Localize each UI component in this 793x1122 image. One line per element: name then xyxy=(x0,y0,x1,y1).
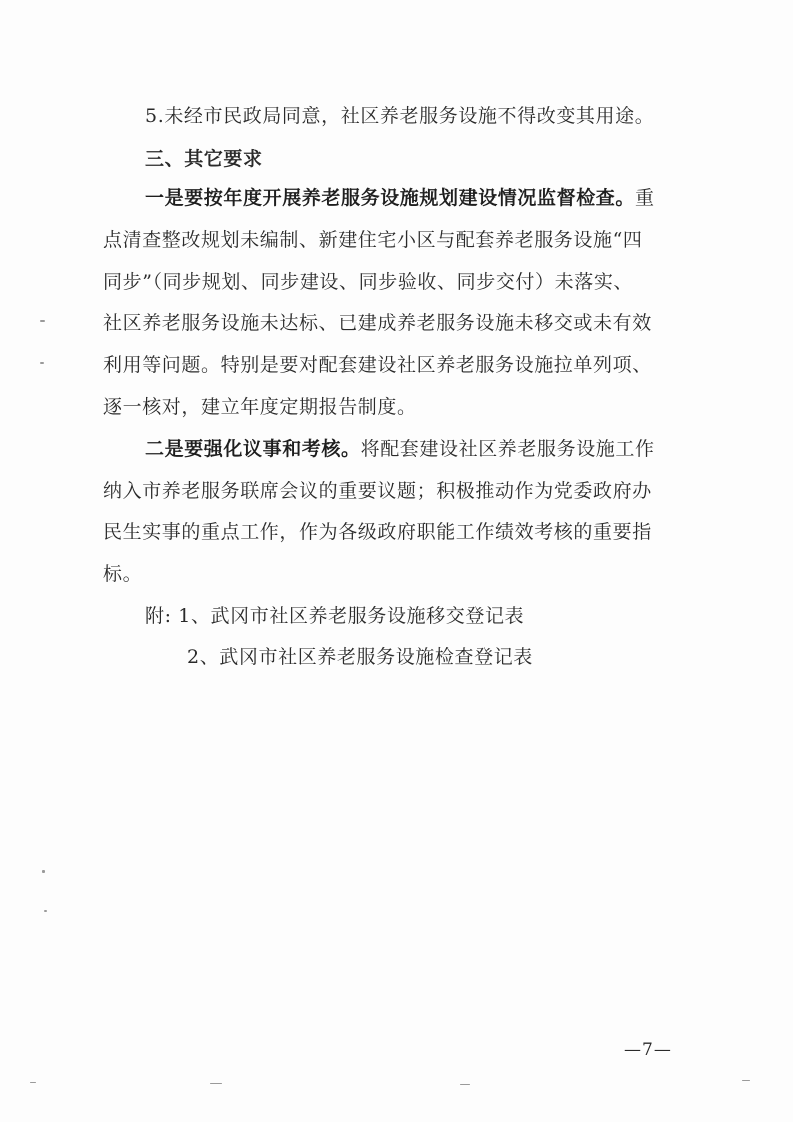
para2-lead-tail: 将配套建设社区养老服务设施工作 xyxy=(360,438,655,460)
attachment-item-2: 2、武冈市社区养老服务设施检查登记表 xyxy=(187,646,533,668)
scan-speck xyxy=(40,362,44,364)
para2-line-1 xyxy=(145,437,713,461)
scan-speck xyxy=(40,320,45,322)
para1-line-1 xyxy=(145,186,713,210)
para1-line-6: 逐一核对，建立年度定期报告制度。 xyxy=(103,396,417,418)
para2-line-3: 民生实事的重点工作，作为各级政府职能工作绩效考核的重要指 xyxy=(103,521,652,543)
item-5-text: 5.未经市民政局同意，社区养老服务设施不得改变其用途。 xyxy=(145,105,655,127)
para1-line-4: 社区养老服务设施未达标、已建成养老服务设施未移交或未有效 xyxy=(103,312,652,334)
para1-lead: 一是要按年度开展养老服务设施规划建设情况监督检查。 xyxy=(145,187,636,209)
scan-speck xyxy=(460,1084,470,1085)
attachment-line-1 xyxy=(145,604,713,628)
scan-speck xyxy=(30,1082,36,1083)
attachment-item-1: 1、武冈市社区养老服务设施移交登记表 xyxy=(178,605,525,627)
para2-line-2: 纳入市养老服务联席会议的重要议题；积极推动作为党委政府办 xyxy=(103,480,652,502)
para1-line-5: 利用等问题。特别是要对配套建设社区养老服务设施拉单列项、 xyxy=(103,354,652,376)
scan-speck xyxy=(210,1083,222,1084)
attachment-prefix: 附: xyxy=(145,605,172,627)
scan-speck xyxy=(44,910,47,912)
para1-line-2: 点清查整改规划未编制、新建住宅小区与配套养老服务设施“四 xyxy=(103,229,643,251)
para2-lead: 二是要强化议事和考核。 xyxy=(145,438,361,460)
para1-line-3: 同步”（同步规划、同步建设、同步验收、同步交付）未落实、 xyxy=(103,271,634,293)
section-3-heading: 三、其它要求 xyxy=(145,148,263,170)
para1-lead-tail: 重 xyxy=(635,187,655,209)
scan-speck xyxy=(742,1080,750,1081)
para2-line-4: 标。 xyxy=(103,563,143,585)
scan-speck xyxy=(42,870,45,873)
page-number: —7— xyxy=(624,1040,672,1060)
